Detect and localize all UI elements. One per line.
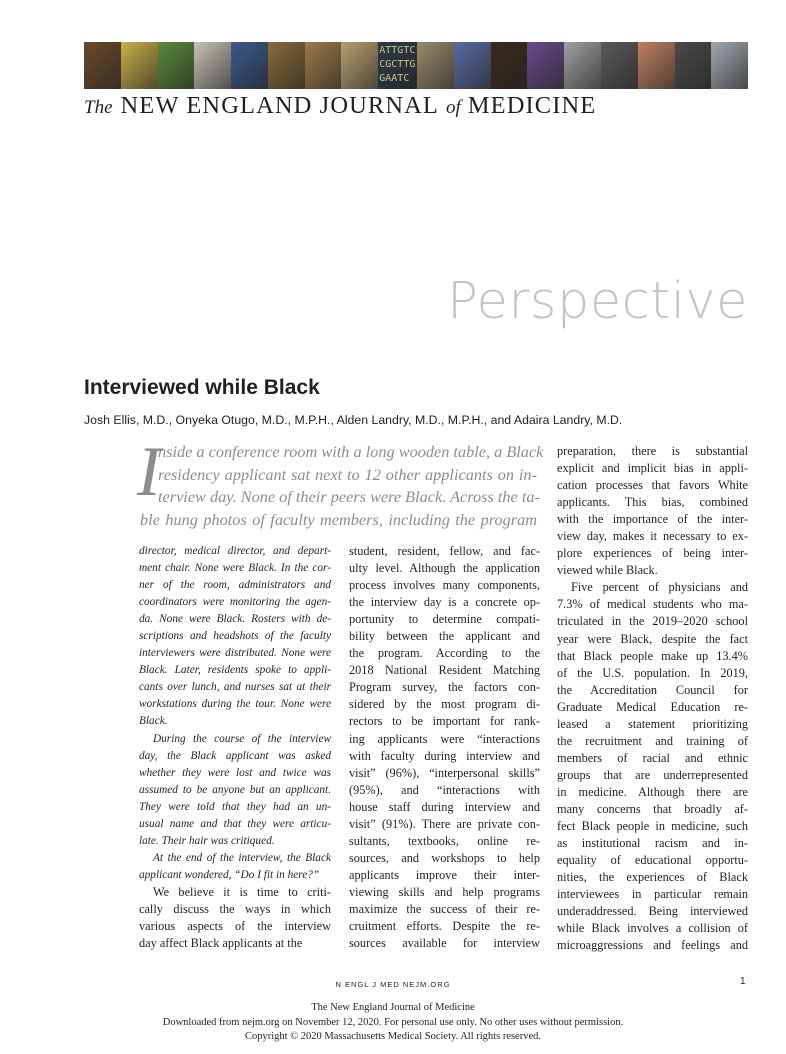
text-line: interviewees in particular remain [557,887,748,902]
text-line: ment chair. None were Black. In the cor- [139,562,331,575]
text-line: process involves many components, [349,578,540,593]
text-line: During the course of the interview [153,732,331,745]
text-line: preparation, there is substantial [557,444,748,458]
banner-tile [711,42,748,89]
text-line: triculated in the 2019–2020 school [557,614,748,629]
text-line: We believe it is time to criti- [153,884,331,899]
text-line: Five percent of physicians and [571,580,748,595]
text-line: members of racial and ethnic [557,750,748,765]
text-line: equality of educational opportu- [557,853,748,868]
text-line: with the importance of the inter- [557,512,748,527]
text-line: many concerns that broadly af- [557,801,748,816]
lede-line: ble hung photos of faculty members, including the program [140,509,537,529]
text-line: rectors to be important for rank- [349,714,540,729]
text-line: the Accreditation Council for [557,682,748,697]
text-line: cally discuss the ways in which [139,901,331,916]
text-line: house staff during interview and [349,799,540,814]
masthead-the: The [84,97,113,118]
banner-tile [491,42,528,89]
text-line: leased a statement prioritizing [557,716,748,731]
text-line: day, the Black applicant was asked [139,749,331,762]
banner-tile [564,42,601,89]
text-line: cation processes that favors White [557,478,748,493]
text-line: ing applicants were “interactions [349,731,540,746]
text-line: maximize the success of their re- [349,901,540,916]
text-line: in medicine. Although there are [557,784,748,799]
text-line: visit” (96%), “interpersonal skills” [349,765,540,780]
text-line: the interview day is a concrete op- [349,595,540,610]
text-line: the recruitment and training of [557,733,748,748]
text-line: Black. [139,715,168,728]
text-line: nities, the experiences of Black [557,870,748,885]
text-line: sources, and workshops to help [349,850,540,865]
text-line: They were told that they had an un- [139,800,331,813]
section-label: Perspective [447,272,748,331]
text-line: while Black involves a collision of [557,921,748,936]
text-line: director, medical director, and depart- [139,545,331,557]
text-line: sidered by the most program di- [349,697,540,712]
banner-tile [158,42,195,89]
download-notice: Downloaded from nejm.org on November 12, 2020. For personal use only. No other uses without permission. [162,1017,624,1028]
banner-tile [601,42,638,89]
text-line: year were Black, despite the fact [557,631,748,646]
text-line: applicant wondered, “Do I fit in here?” [139,868,320,881]
text-line: visit” (91%). There are private con- [349,816,540,831]
text-line: groups that are underrepresented [557,767,748,782]
text-line: scriptions and headshots of the faculty [139,630,331,643]
text-line: cruitment efforts. Despite the re- [349,919,540,934]
banner-tile [305,42,342,89]
text-line: the program. According to the [349,646,540,661]
text-line: whether they were lost and twice was [139,766,331,779]
lede-paragraph [140,441,544,531]
text-line: explicit and implicit bias in appli- [557,461,748,476]
banner-tile [84,42,121,89]
text-line: with faculty during interview and [349,748,540,763]
article-authors: Josh Ellis, M.D., Onyeka Otugo, M.D., M.P.H., Alden Landry, M.D., M.P.H., and Adaira Landry, M.D. [84,413,623,427]
text-line: various aspects of the interview [139,919,331,934]
banner-tile: ATTGTC CGCTTG GAATC [378,42,417,89]
text-line: (95%), and “interactions with [349,782,540,797]
text-line: viewed while Black. [557,563,658,578]
text-column-3 [557,443,748,954]
text-line: Program survey, the factors con- [349,680,540,695]
article-title: Interviewed while Black [84,376,320,399]
text-line: usual name and that they were articu- [139,817,331,830]
lede-line: terview day. None of their peers were Black. Across the ta- [158,487,540,507]
text-line: fect Black people in medicine, such [557,819,748,834]
text-line: of the U.S. population. In 2019, [557,665,748,680]
text-line: ulty level. Although the application [349,561,540,576]
lede-line: residency applicant sat next to 12 other applicants on in- [158,464,537,484]
text-line: sources available for interview [349,936,540,951]
text-line: sultants, textbooks, online re- [349,833,540,848]
text-line: day affect Black applicants at the [139,936,303,951]
text-line: view day, makes it necessary to ex- [557,529,748,544]
text-line: 2018 National Resident Matching [349,663,540,678]
banner-tile [231,42,268,89]
source-line: The New England Journal of Medicine [311,1002,475,1013]
text-line: assumed to be anyone but an applicant. [139,783,331,796]
text-line: as institutional racism and in- [557,836,748,851]
banner-tile [341,42,378,89]
banner-tile [454,42,491,89]
drop-cap: I [137,433,161,511]
text-line: Black. Later, residents spoke to appli- [139,664,331,677]
banner-tile [417,42,454,89]
text-line: At the end of the interview, the Black [153,851,331,864]
text-line: coordinators were monitoring the agen- [139,596,331,609]
text-line: late. Their hair was critiqued. [139,834,275,847]
lede-line: nside a conference room with a long wooden table, a Black [158,442,544,461]
text-line: ner of the room, administrators and [139,579,331,592]
text-line: portunity to determine compati- [349,612,540,627]
text-line: Graduate Medical Education re- [557,699,748,714]
text-line: applicants. This bias, combined [557,495,748,510]
text-line: cants over lunch, and nurses sat at their [139,681,331,694]
copyright-notice: Copyright © 2020 Massachusetts Medical Society. All rights reserved. [245,1031,541,1042]
text-line: bility between the applicant and [349,629,540,644]
text-line: applicants improve their inter- [349,867,540,882]
journal-banner-image [84,42,748,89]
text-line: that Black people make up 13.4% [557,648,748,663]
text-line: microaggressions and feelings and [557,938,748,953]
banner-tile [527,42,564,89]
banner-tile [194,42,231,89]
text-line: 7.3% of medical students who ma- [557,597,748,612]
banner-tile [268,42,305,89]
page-number: 1 [740,976,746,987]
masthead-name: NEW ENGLAND JOURNAL [120,92,440,119]
text-line: viewing skills and help programs [349,884,540,899]
text-line: student, resident, fellow, and fac- [349,544,540,558]
masthead-of: of [446,97,461,118]
text-line: da. None were Black. Rosters with de- [139,613,331,626]
text-line: plore experiences of being inter- [557,546,748,561]
banner-tile [121,42,158,89]
text-line: underaddressed. Being interviewed [557,904,748,919]
banner-tile [638,42,675,89]
running-footer: N ENGL J MED NEJM.ORG [335,980,451,989]
text-line: workstations during the tour. None were [139,698,331,711]
banner-tile [675,42,712,89]
text-column-2 [349,543,540,952]
text-column-1 [139,543,331,952]
journal-masthead[interactable] [84,92,748,120]
masthead-medicine: MEDICINE [467,92,597,119]
text-line: interviewers were distributed. None were [139,647,331,660]
